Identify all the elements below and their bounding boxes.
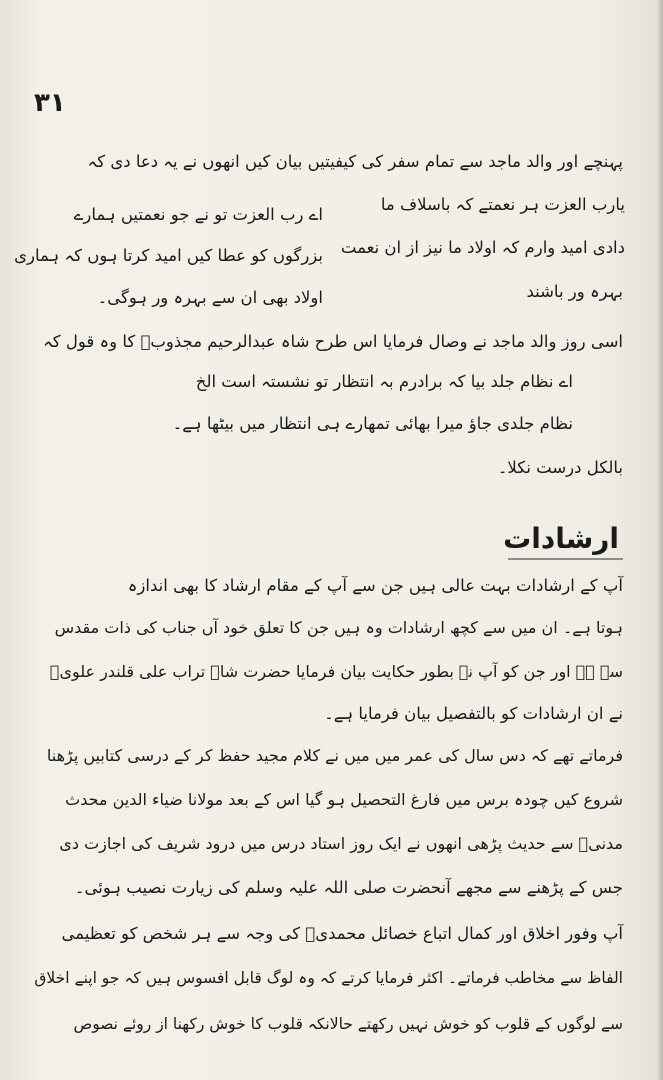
irshad-para1-line-4: نے ان ارشادات کو بالتفصیل بیان فرمایا ہے۔ (324, 704, 623, 723)
irshad-para3-line-2: الفاظ سے مخاطب فرماتے۔ اکثر فرمایا کرتے کہ وہ لوگ قابل افسوس ہیں کہ جو اپنے اخلاق (34, 969, 623, 987)
para2-line-1: اسی روز والد ماجد نے وصال فرمایا اس طرح شاہ عبدالرحیم مجذوبؒ کا وہ قول کہ (43, 332, 623, 351)
irshad-para2-line-2: شروع کیں چودہ برس میں فارغ التحصیل ہو گیا اس کے بعد مولانا ضیاء الدین محدث (65, 790, 623, 809)
dua-left-line-1: اے رب العزت تو نے جو نعمتیں ہمارے (73, 205, 323, 224)
irshad-para2-line-3: مدنیؒ سے حدیث پڑھی انھوں نے ایک روز استاد درس میں درود شریف کی اجازت دی (59, 834, 623, 853)
dua-right-line-2: دادی امید وارم کہ اولاد ما نیز از ان نعمت (340, 238, 625, 257)
intro-line: پہنچے اور والد ماجد سے تمام سفر کی کیفیتیں بیان کیں انھوں نے یہ دعا دی کہ (87, 152, 623, 171)
irshad-para2-line-4: جس کے پڑھنے سے مجھے آنحضرت صلی اللہ علیہ وسلم کی زیارت نصیب ہوئی۔ (74, 878, 623, 897)
dua-left-line-2: بزرگوں کو عطا کیں امید کرتا ہوں کہ ہماری (14, 246, 323, 265)
heading-underline (508, 558, 623, 560)
irshad-para2-line-1: فرماتے تھے کہ دس سال کی عمر میں میں نے کلام مجید حفظ کر کے درسی کتابیں پڑھنا (46, 746, 623, 765)
section-heading: ارشادات (503, 522, 619, 555)
irshad-para1-line-3: سے ہے اور جن کو آپ نے بطور حکایت بیان فرمایا حضرت شاہ تراب علی قلندر علویؒ (49, 662, 623, 681)
irshad-para3-line-3: سے لوگوں کے قلوب کو خوش نہیں رکھتے حالانکہ قلوب کا خوش رکھنا از روئے نصوص (73, 1015, 623, 1033)
para2-line-3: نظام جلدی جاؤ میرا بھائی تمھارے ہی انتظار میں بیٹھا ہے۔ (172, 414, 573, 433)
irshad-para1-line-1: آپ کے ارشادات بہت عالی ہیں جن سے آپ کے مقام ارشاد کا بھی اندازہ (127, 576, 623, 595)
irshad-para1-line-2: ہوتا ہے۔ ان میں سے کچھ ارشادات وہ ہیں جن کا تعلق خود آں جناب کی ذات مقدس (54, 618, 623, 637)
irshad-para3-line-1: آپ وفور اخلاق اور کمال اتباع خصائل محمدیؐ کی وجہ سے ہر شخص کو تعظیمی (61, 924, 623, 943)
dua-right-line-3: بہرہ ور باشند (526, 282, 623, 301)
para2-line-4: بالکل درست نکلا۔ (497, 458, 623, 477)
para2-line-2: اے نظام جلد بیا کہ برادرم بہ انتظار تو نشستہ است الخ (195, 372, 573, 391)
dua-left-line-3: اولاد بھی ان سے بہرہ ور ہوگی۔ (97, 288, 323, 307)
page-gutter-shadow (657, 0, 663, 1080)
page-number: ۳۱ (34, 88, 66, 118)
dua-right-line-1: یارب العزت ہر نعمتے کہ باسلاف ما (380, 195, 625, 214)
